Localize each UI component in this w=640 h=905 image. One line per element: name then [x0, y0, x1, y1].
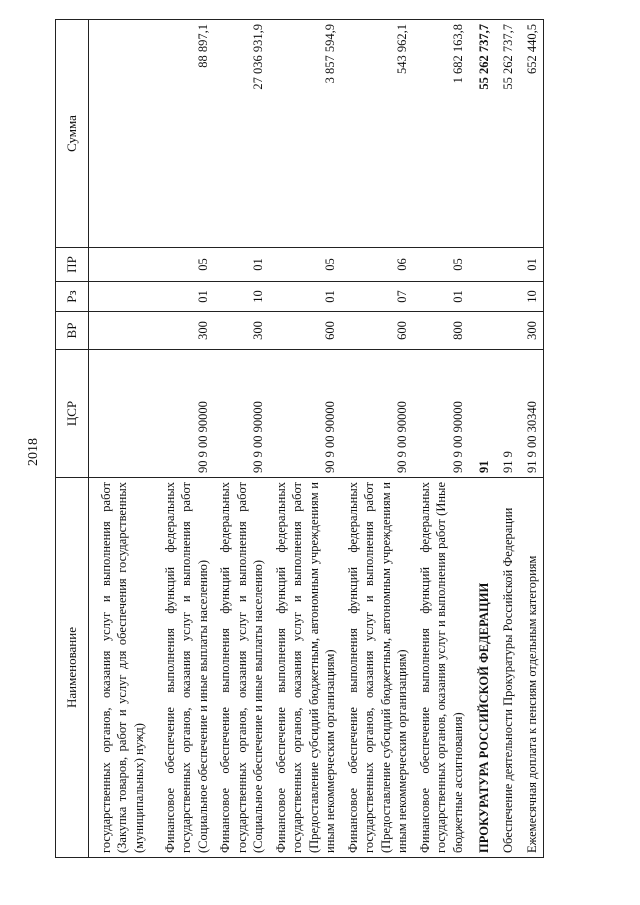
- row-vr: 600: [270, 312, 342, 350]
- table-row: [342, 20, 414, 858]
- row-pr: 01: [214, 248, 270, 282]
- row-pr: [495, 248, 519, 282]
- row-sum: 543 962,1: [342, 20, 414, 248]
- table-row: [469, 20, 495, 858]
- row-csr: 90 9 00 90000: [150, 350, 214, 478]
- row-vr: 300: [519, 312, 544, 350]
- row-pr: [89, 248, 151, 282]
- row-pr: [469, 248, 495, 282]
- row-vr: 300: [150, 312, 214, 350]
- row-csr: 90 9 00 90000: [270, 350, 342, 478]
- header-sum: Сумма: [56, 20, 89, 248]
- row-csr: 91 9: [495, 350, 519, 478]
- table-row: [150, 20, 214, 858]
- table-row: [495, 20, 519, 858]
- row-rz: [89, 282, 151, 312]
- row-sum: 27 036 931,9: [214, 20, 270, 248]
- header-rz: Рз: [56, 282, 89, 312]
- row-name: Ежемесячная доплата к пенсиям отдельным категориям: [519, 478, 544, 858]
- row-rz: 10: [214, 282, 270, 312]
- row-csr: 91: [469, 350, 495, 478]
- row-sum: [89, 20, 151, 248]
- budget-table: [55, 19, 544, 858]
- row-csr: 91 9 00 30340: [519, 350, 544, 478]
- table-row: [214, 20, 270, 858]
- row-csr: 90 9 00 90000: [214, 350, 270, 478]
- row-name: государственных органов, оказания услуг и выполнения работ (Закупка товаров, работ и услуг для обеспечения государственных (муниципальных) нужд): [89, 478, 151, 858]
- table-header-row: [56, 20, 89, 858]
- header-name: Наименование: [56, 478, 89, 858]
- header-pr: ПР: [56, 248, 89, 282]
- row-name: Финансовое обеспечение выполнения функций федеральных государственных органов, оказания услуг и выполнения работ (Предоставление субсидий бюджетным, автономным учреждениям и иным некоммерческим организациям): [270, 478, 342, 858]
- row-rz: 07: [342, 282, 414, 312]
- row-pr: 06: [342, 248, 414, 282]
- row-rz: 01: [414, 282, 470, 312]
- row-rz: [469, 282, 495, 312]
- row-sum: 652 440,5: [519, 20, 544, 248]
- row-vr: 600: [342, 312, 414, 350]
- row-name: Финансовое обеспечение выполнения функций федеральных государственных органов, оказания услуг и выполнения работ (Предоставление субсидий бюджетным, автономным учреждениям и иным некоммерческим организациям): [342, 478, 414, 858]
- row-pr: 05: [414, 248, 470, 282]
- row-name: Финансовое обеспечение выполнения функций федеральных государственных органов, оказания услуг и выполнения работ (Иные бюджетные ассигнования): [414, 478, 470, 858]
- row-csr: [89, 350, 151, 478]
- row-vr: [469, 312, 495, 350]
- row-rz: 10: [519, 282, 544, 312]
- table-row: [414, 20, 470, 858]
- row-name: Финансовое обеспечение выполнения функций федеральных государственных органов, оказания услуг и выполнения работ (Социальное обеспечение и иные выплаты населению): [150, 478, 214, 858]
- row-sum: 55 262 737,7: [495, 20, 519, 248]
- row-name: ПРОКУРАТУРА РОССИЙСКОЙ ФЕДЕРАЦИИ: [469, 478, 495, 858]
- row-sum: 3 857 594,9: [270, 20, 342, 248]
- row-pr: 01: [519, 248, 544, 282]
- row-pr: 05: [270, 248, 342, 282]
- row-csr: 90 9 00 90000: [342, 350, 414, 478]
- row-name: Обеспечение деятельности Прокуратуры Российской Федерации: [495, 478, 519, 858]
- row-rz: [495, 282, 519, 312]
- row-vr: 800: [414, 312, 470, 350]
- row-vr: [495, 312, 519, 350]
- row-rz: 01: [150, 282, 214, 312]
- row-sum: 1 682 163,8: [414, 20, 470, 248]
- row-vr: 300: [214, 312, 270, 350]
- table-row: [89, 20, 151, 858]
- header-vr: ВР: [56, 312, 89, 350]
- table-row: [519, 20, 544, 858]
- row-vr: [89, 312, 151, 350]
- row-pr: 05: [150, 248, 214, 282]
- table-row: [270, 20, 342, 858]
- row-sum: 88 897,1: [150, 20, 214, 248]
- row-name: Финансовое обеспечение выполнения функций федеральных государственных органов, оказания услуг и выполнения работ (Социальное обеспечение и иные выплаты населению): [214, 478, 270, 858]
- row-csr: 90 9 00 90000: [414, 350, 470, 478]
- row-rz: 01: [270, 282, 342, 312]
- row-sum: 55 262 737,7: [469, 20, 495, 248]
- page-number: 2018: [26, 438, 41, 466]
- header-csr: ЦСР: [56, 350, 89, 478]
